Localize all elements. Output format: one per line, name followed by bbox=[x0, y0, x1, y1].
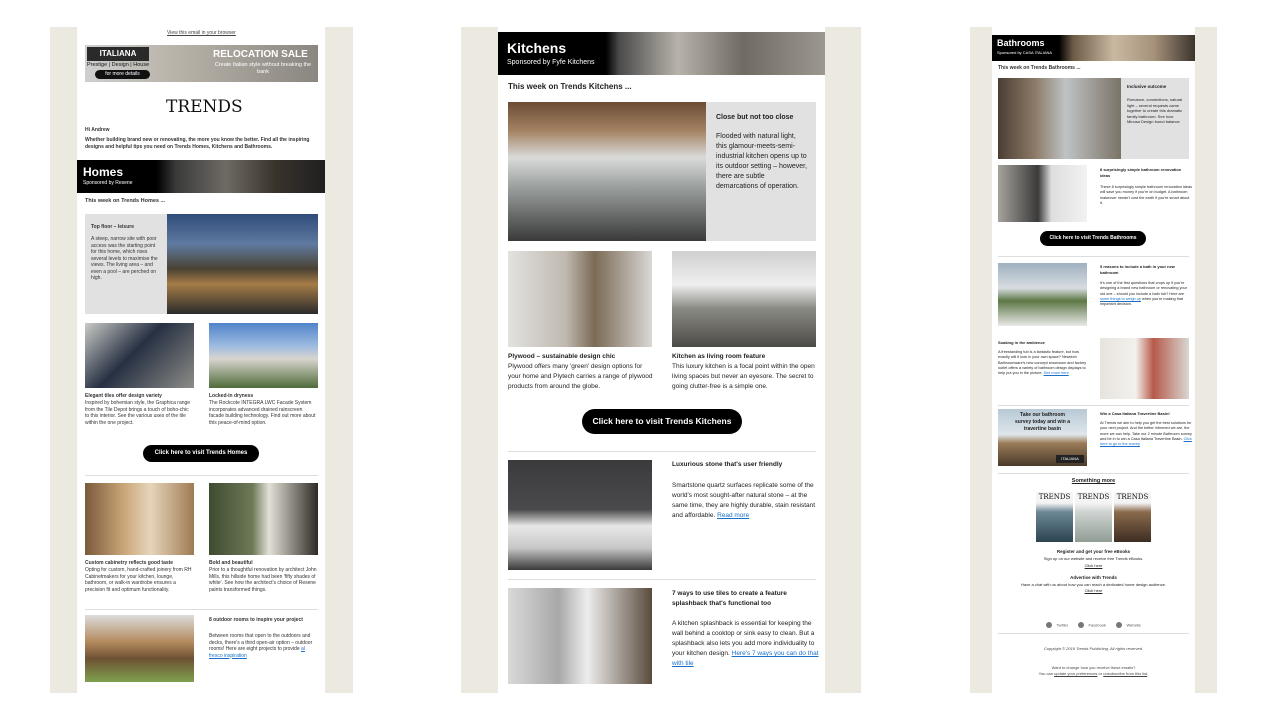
kitchens-week-heading: This week on Trends Kitchens ... bbox=[508, 82, 632, 91]
facebook-label: Facebook bbox=[1088, 622, 1107, 628]
homes-card2-image[interactable] bbox=[209, 323, 318, 388]
al-fresco-link[interactable]: al fresco inspiration bbox=[209, 646, 305, 659]
kitchens-card2-body: This luxury kitchen is a focal point within the open living spaces but never an eyesore. The secret to going clutter-free is a simple one. bbox=[672, 363, 815, 390]
advertise-body: Have a chat with us about how you can reach a dedicated home design audience. bbox=[1021, 582, 1166, 587]
ad-cta-button[interactable]: for more details bbox=[95, 70, 150, 79]
visit-trends-homes-button[interactable]: Click here to visit Trends Homes bbox=[143, 445, 259, 462]
homes-card1-title: Elegant tiles offer design variety bbox=[85, 393, 162, 399]
something-more-heading[interactable]: Something more bbox=[1071, 478, 1116, 484]
register-body: Sign up on our website and receive free Trends eBooks. bbox=[1043, 556, 1144, 561]
divider bbox=[998, 256, 1189, 257]
homes-email bbox=[77, 27, 325, 693]
divider bbox=[85, 609, 318, 610]
homes-feature-card[interactable] bbox=[85, 214, 318, 314]
bathrooms-card3-body-text: A freestanding tub is a fantastic feature, but how exactly will it look in your own space? Newtech Bathroomware's new concept showroom and factory outlet offers a variety of bathroom design displays to help put you in the picture. bbox=[998, 350, 1087, 376]
advertise-title: Advertise with Trends bbox=[1070, 575, 1117, 580]
homes-card5-body-text: Between rooms that open to the outdoors and decks, there's a third open-air option – outdoor rooms! Here are eight projects to provide bbox=[209, 633, 313, 652]
homes-card4-image[interactable] bbox=[209, 483, 318, 555]
bathrooms-card2-body-tail: when you're making that important decision. bbox=[1100, 296, 1184, 307]
bathrooms-card3-title: Soaking in the ambience bbox=[998, 340, 1045, 345]
facebook-icon bbox=[1078, 622, 1084, 628]
kitchens-card3-image[interactable] bbox=[508, 460, 652, 570]
divider bbox=[508, 451, 816, 452]
footer-line2-c: . bbox=[1147, 671, 1149, 676]
bathrooms-card1-body: These 8 surprisingly simple bathroom renovation ideas will save you money if you're on budget. A bathroom makeover needn't cost the earth if you're smart about it. bbox=[1100, 185, 1193, 205]
italiana-logo: ITALIANA bbox=[87, 47, 149, 61]
visit-trends-kitchens-button[interactable]: Click here to visit Trends Kitchens bbox=[582, 409, 742, 434]
unsubscribe-link[interactable]: unsubscribe from this list bbox=[1103, 671, 1148, 676]
bathrooms-card3-body bbox=[998, 350, 1090, 376]
register-title: Register and get your free eBooks bbox=[1056, 549, 1131, 554]
homes-week-heading: This week on Trends Homes ... bbox=[85, 198, 166, 204]
bathrooms-feature-title: Inclusive outcome bbox=[1127, 84, 1167, 89]
homes-card3-body: Opting for custom, hand-crafted joinery from RH Cabinetmakers for your kitchen, lounge, bathroom, or walk-in wardrobe ensures a precision fit and optimum functionality. bbox=[85, 567, 192, 593]
visit-trends-bathrooms-button[interactable]: Click here to visit Trends Bathrooms bbox=[1040, 231, 1146, 246]
bathrooms-week-heading: This week on Trends Bathrooms ... bbox=[998, 65, 1081, 71]
homes-feature-body: A steep, narrow site with poor access was the starting point for this home, which rises several levels to maximise the views. The living area – and even a pool – are perched on high. bbox=[91, 236, 158, 281]
homes-card3-title: Custom cabinetry reflects good taste bbox=[85, 560, 174, 566]
bathrooms-banner-title: Bathrooms bbox=[997, 38, 1045, 48]
ebook-cover-2-title: TRENDS bbox=[1077, 493, 1110, 501]
divider bbox=[998, 633, 1189, 634]
social-website[interactable] bbox=[1116, 616, 1141, 634]
kitchens-feature-card[interactable] bbox=[508, 102, 816, 241]
view-in-browser-link[interactable]: View this email in your browser bbox=[167, 30, 236, 36]
bathrooms-card1-title: 8 surprisingly simple bathroom renovation ideas bbox=[1100, 167, 1182, 178]
update-preferences-link[interactable]: update your preferences bbox=[1054, 671, 1098, 676]
bathrooms-feature-card[interactable] bbox=[998, 78, 1189, 159]
homes-card3-image[interactable] bbox=[85, 483, 194, 555]
bathrooms-card4-title: Win a Casa Italiana Travertine Basin! bbox=[1100, 411, 1170, 416]
bathrooms-card4-body bbox=[1100, 421, 1192, 447]
kitchens-card3-title: Luxurious stone that's user friendly bbox=[672, 461, 783, 468]
promo-italiana-logo: ITALIANA bbox=[1056, 455, 1084, 463]
homes-card1-image[interactable] bbox=[85, 323, 194, 388]
tile-ways-link[interactable]: Here's 7 ways you can do that with tile bbox=[672, 650, 819, 667]
twitter-label: Twitter bbox=[1056, 622, 1069, 628]
kitchens-feature-title: Close but not too close bbox=[716, 114, 794, 121]
footer-line2 bbox=[992, 671, 1195, 676]
kitchens-feature-image[interactable] bbox=[508, 102, 706, 241]
social-twitter[interactable] bbox=[1046, 616, 1068, 634]
weigh-up-link[interactable]: some things to weigh up bbox=[1100, 296, 1141, 301]
kitchens-card4-image[interactable] bbox=[508, 588, 652, 684]
bathrooms-email bbox=[992, 27, 1195, 693]
promo-line2: survey today and win a bbox=[1014, 419, 1071, 425]
homes-feature-image[interactable] bbox=[167, 214, 318, 314]
ebook-cover-3-title: TRENDS bbox=[1116, 493, 1149, 501]
homes-card1-body: Inspired by bohemian style, the Graphica range from the Tile Depot brings a touch of boho-chic to this interior. See the various uses of the tile within the one project. bbox=[85, 400, 191, 426]
kitchens-banner-title: Kitchens bbox=[507, 40, 567, 56]
footer-line1: Want to change how you receive these emails? bbox=[1051, 665, 1136, 670]
homes-card4-body: Prior to a thoughtful renovation by architect John Mills, this hillside home had been 'fifty shades of white'. See how the architect's choice of Resene paints transformed things. bbox=[209, 567, 317, 593]
divider bbox=[998, 405, 1189, 406]
footer-line2-a: You can bbox=[1038, 671, 1055, 676]
read-more-link[interactable]: Read more bbox=[717, 512, 750, 519]
advertise-link[interactable]: Click here bbox=[1084, 588, 1103, 593]
promo-line3: travertine basin bbox=[1023, 426, 1062, 432]
kitchens-card4-body bbox=[672, 619, 820, 669]
relocation-sale-ad[interactable] bbox=[85, 45, 318, 82]
ad-tagline: Prestige | Design | House bbox=[87, 62, 150, 68]
homes-card5-image[interactable] bbox=[85, 615, 194, 682]
divider bbox=[85, 475, 318, 476]
kitchens-card1-image[interactable] bbox=[508, 251, 652, 347]
homes-card2-title: Locked-in dryness bbox=[209, 393, 254, 399]
ebook-cover-2[interactable] bbox=[1075, 492, 1112, 542]
trends-logo: TRENDS bbox=[166, 97, 243, 117]
kitchens-card1-body: Plywood offers many 'green' design options for your home and Plytech carries a range of plywood products from around the globe. bbox=[508, 363, 653, 390]
kitchens-card4-title: 7 ways to use tiles to create a feature splashback that's functional too bbox=[672, 590, 787, 607]
see-more-link[interactable]: See more here bbox=[1043, 371, 1069, 376]
ebook-cover-3[interactable] bbox=[1114, 492, 1151, 542]
bathrooms-section-banner[interactable] bbox=[992, 35, 1195, 61]
bathrooms-feature-body: Romance, connections, natural light – several requests came together to create this dramatic family bathroom. See how Minosa Design found balance bbox=[1127, 97, 1183, 124]
homes-banner-title: Homes bbox=[83, 165, 124, 179]
ebook-cover-1[interactable] bbox=[1036, 492, 1073, 542]
kitchens-card3-body-text: Smartstone quartz surfaces replicate some of the world's most sought-after natural stone – at the same time, they are highly durable, stain resistant and affordable. bbox=[672, 482, 816, 519]
bathrooms-card2-body-text: It's one of the first questions that crops up if you're designing a brand new bathroom or renovating your old one – should you include a bath tub? Here are bbox=[1100, 281, 1187, 296]
bathrooms-card3-image[interactable] bbox=[1100, 338, 1189, 399]
footer-line2-b: or bbox=[1097, 671, 1104, 676]
divider bbox=[508, 579, 816, 580]
website-label: Website bbox=[1126, 622, 1141, 628]
greeting: Hi Andrew bbox=[85, 127, 110, 133]
ad-title: RELOCATION SALE bbox=[213, 49, 308, 60]
copyright: Copyright © 2016 Trends Publishing, All rights reserved. bbox=[1043, 646, 1144, 651]
travertine-survey-promo[interactable] bbox=[998, 409, 1087, 466]
homes-card5-body bbox=[209, 633, 318, 659]
intro-text: Whether building brand new or renovating, the more you know the better. Find all the inspiring designs and helpful tips you need on Trends Homes, Kitchens and Bathrooms. bbox=[85, 137, 310, 150]
bathrooms-card1-image[interactable] bbox=[998, 165, 1087, 222]
twitter-icon bbox=[1046, 622, 1052, 628]
homes-card4-title: Bold and beautiful bbox=[209, 560, 253, 566]
kitchens-banner-sponsor: Sponsored by Fyfe Kitchens bbox=[507, 59, 595, 66]
bathrooms-feature-image[interactable] bbox=[998, 78, 1121, 159]
homes-card2-body: The Rockcote INTEGRA LWC Facade System incorporates advanced drained rainscreen facade building technology. Find out more about this peace-of-mind option. bbox=[209, 400, 316, 426]
bathrooms-card2-body bbox=[1100, 281, 1192, 307]
kitchens-card2-title: Kitchen as living room feature bbox=[672, 353, 766, 360]
promo-line1: Take our bathroom bbox=[1020, 412, 1065, 418]
survey-link[interactable]: Click here to go to the survey bbox=[1100, 436, 1192, 447]
website-icon bbox=[1116, 622, 1122, 628]
homes-section-banner[interactable] bbox=[77, 160, 325, 193]
register-link[interactable]: Click here bbox=[1084, 563, 1103, 568]
kitchens-section-banner[interactable] bbox=[498, 32, 825, 75]
homes-banner-sponsor: Sponsored by Resene bbox=[83, 180, 133, 186]
ad-subtitle: Create Italian style without breaking the bank bbox=[214, 62, 312, 75]
ebook-cover-1-title: TRENDS bbox=[1038, 493, 1071, 501]
homes-feature-title: Top floor – leisure bbox=[91, 224, 134, 230]
kitchens-card1-title: Plywood – sustainable design chic bbox=[508, 353, 616, 360]
homes-card5-title: 8 outdoor rooms to inspire your project bbox=[209, 617, 303, 623]
bathrooms-card4-body-text: At Trends we aim to help you get the best solutions for your next project. And the better informed we are, the more we can help. Take our 2 minute Bathroom survey and be in to win a Casa Italiana Travertine Basin. bbox=[1100, 421, 1192, 441]
kitchens-feature-body: Flooded with natural light, this glamour-meets-semi-industrial kitchen opens up to its outdoor setting – however, there are subtle demarcations of operation. bbox=[716, 133, 808, 190]
bathrooms-card2-image[interactable] bbox=[998, 263, 1087, 326]
kitchens-card3-body bbox=[672, 481, 820, 521]
kitchens-card2-image[interactable] bbox=[672, 251, 816, 347]
bathrooms-card2-title: 5 reasons to include a bath in your new bathroom bbox=[1100, 264, 1175, 275]
kitchens-card4-body-text: A kitchen splashback is essential for keeping the wall behind a cooktop or sink easy to clean. But a splashback also lets you add more individuality to your kitchen design. bbox=[672, 620, 815, 657]
social-facebook[interactable] bbox=[1078, 616, 1106, 634]
kitchens-email bbox=[498, 27, 825, 693]
bathrooms-banner-sponsor: Sponsored by CASA ITALIANA bbox=[997, 50, 1053, 55]
divider bbox=[998, 473, 1189, 474]
